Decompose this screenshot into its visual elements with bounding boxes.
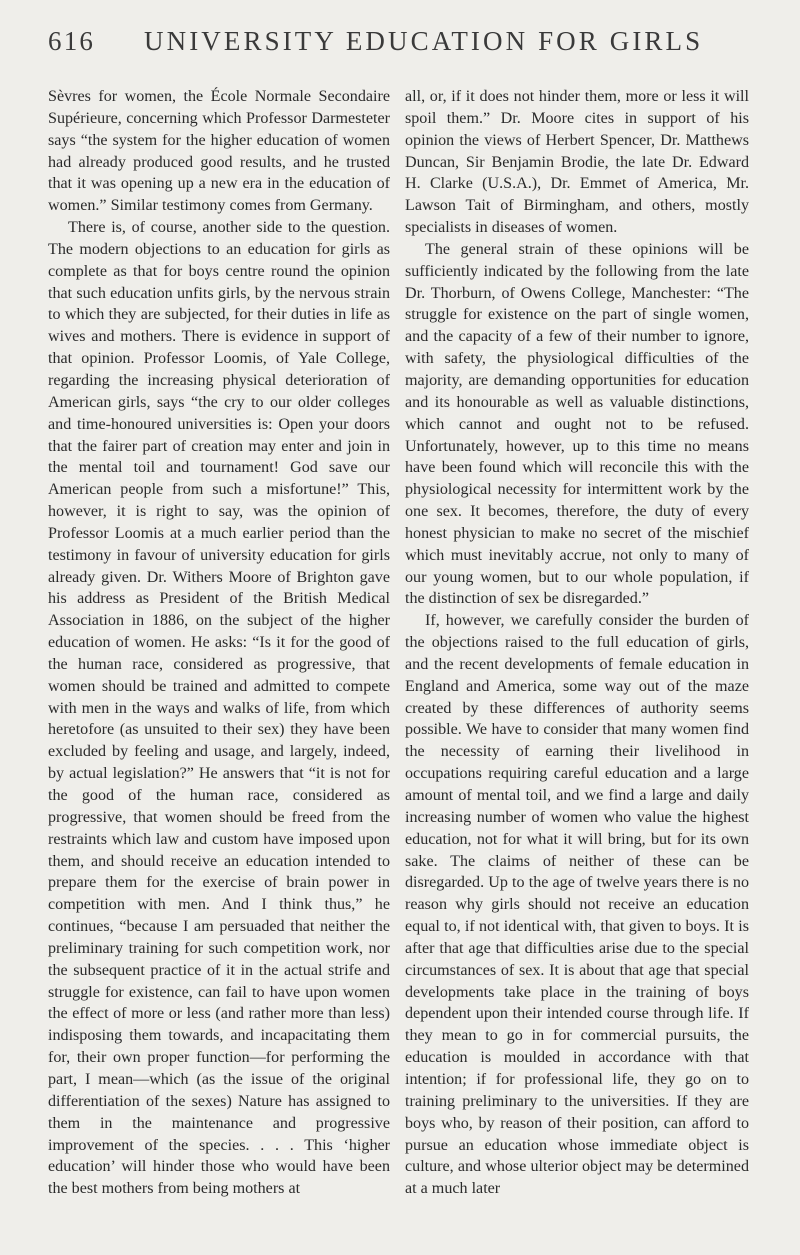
paragraph: There is, of course, another side to the question. The modern objections to an education for girls as complete as that for boys centre round the opinion that such education unfits girls, by the nervous strain to which they are subjected, for their duties in life as wives and mothers. There is evidence in support of that opinion. Professor Loomis, of Yale College, regarding the increasing physical deterioration of American girls, says “the cry to our older colleges and time-honoured universities is: Open your doors that the fairer part of creation may enter and join in the mental toil and tournament! God save our American people from such a misfortune!” This, however, it is right to say, was the opinion of Professor Loomis at a much earlier period than the testimony in favour of university education for girls already given. Dr. Withers Moore of Brighton gave his address as President of the British Medical Association in 1886, on the subject of the higher education of women. He asks: “Is it for the good of the human race, considered as progressive, that women should be trained and admitted to compete with men in the ways and walks of life, from which heretofore (as unsuited to their sex) they have been excluded by feeling and usage, and largely, indeed, by actual legislation?” He answers that “it is not for the good of the human race, considered as progressive, that women should be freed from the restraints which law and custom have imposed upon them, and should receive an education intended to prepare them for the exercise of brain power in competition with men. And I think thus,” he continues, “because I am persuaded that neither the preliminary training for such competition work, nor the subsequent practice of it in the actual strife and struggle for existence, can fail to have upon women the effect of more or less (and rather more than less) indisposing them towards, and incapacitating them for, their own proper function—for performing the part, I mean—which (as the issue of the original differentiation of the sexes) Nature has assigned to them in the maintenance and progressive improvement of the species. . . . This ‘higher education’ will hinder those who would have been the best mothers from being mothers at [48, 219, 390, 1198]
running-title: UNIVERSITY EDUCATION FOR GIRLS [144, 26, 704, 56]
paragraph: If, however, we carefully consider the burden of the objections raised to the full education of girls, and the recent developments of female education in England and America, some way out of the maze created by these differences of authority seems possible. We have to consider that many women find the necessity of earning their livelihood in occupations requiring careful education and a large amount of mental toil, and we find a large and daily increasing number of women who value the highest education, not for what it will bring, but for its own sake. The claims of neither of these can be disregarded. Up to the age of twelve years there is no reason why girls should not receive an education equal to, if not identical with, that given to boys. It is after that age that difficulties arise due to the special circumstances of sex. It is about that age that special developments take place in the training of boys dependent upon their intended course through life. If they mean to go in for commercial pursuits, the education is moulded in accordance with that intention; if for professional life, they go on to training preliminary to the universities. If they are boys who, by reason of their position, can afford to pursue an education whose immediate object is culture, and whose ulterior object may be determined at a much later [405, 612, 749, 1198]
page-header [48, 14, 752, 54]
paragraph: all, or, if it does not hinder them, more or less it will spoil them.” Dr. Moore cites in support of his opinion the views of Herbert Spencer, Dr. Matthews Duncan, Sir Benjamin Brodie, the late Dr. Edward H. Clarke (U.S.A.), Dr. Emmet of America, Mr. Lawson Tait of Birmingham, and others, mostly specialists in diseases of women. [405, 88, 749, 237]
paragraph: The general strain of these opinions will be sufficiently indicated by the following from the late Dr. Thorburn, of Owens College, Manchester: “The struggle for existence on the part of single women, and the capacity of a few of their number to ignore, with safety, the physiological difficulties of the majority, are demanding opportunities for education and its honourable as well as valuable distinctions, which cannot and ought not to be refused. Unfortunately, however, up to this time no means have been found which will reconcile this with the physiological necessity for intermittent work by the one sex. It becomes, therefore, the duty of every honest physician to make no secret of the mischief which must inevitably accrue, not only to many of our young women, but to our whole population, if the distinction of sex be disregarded.” [405, 240, 749, 608]
left-column [48, 86, 390, 1200]
right-column [405, 86, 749, 1200]
paragraph: Sèvres for women, the École Normale Secondaire Supérieure, concerning which Professor Darmesteter says “the system for the higher education of women had already produced good results, and he trusted that it was opening up a new era in the education of women.” Similar testimony comes from Germany. [48, 88, 390, 215]
page-number: 616 [48, 26, 96, 56]
